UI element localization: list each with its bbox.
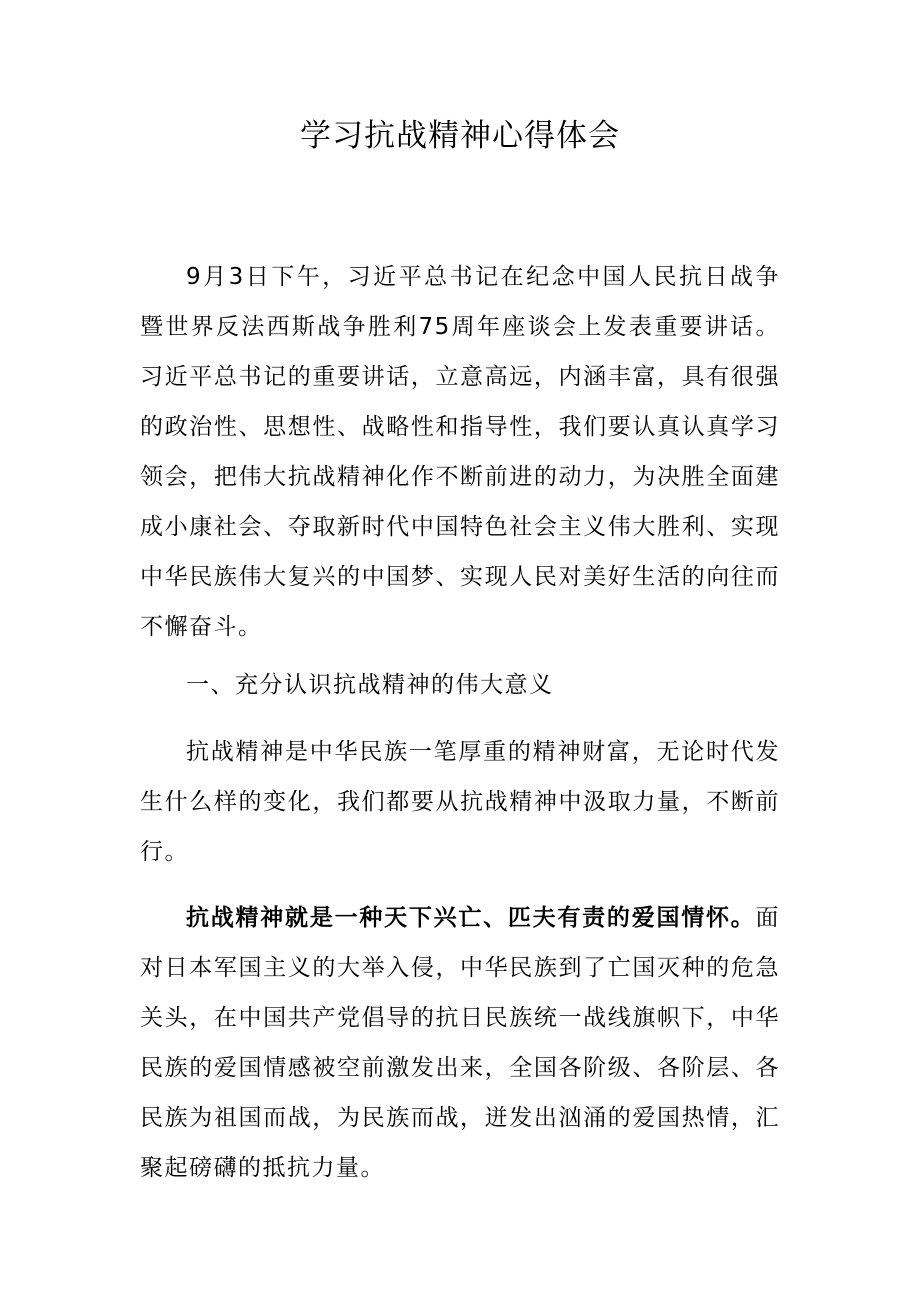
document-title: 学习抗战精神心得体会 bbox=[300, 118, 620, 154]
paragraph-intro bbox=[140, 252, 780, 652]
paragraph-patriotism-lead: 抗战精神就是一种天下兴亡、匹夫有责的爱国情怀。 bbox=[186, 905, 756, 931]
paragraph-significance-text: 抗战精神是中华民族一笔厚重的精神财富，无论时代发生什么样的变化，我们都要从抗战精神中汲取力量，不断前行。 bbox=[140, 739, 780, 865]
paragraph-intro-text: 9月3日下午，习近平总书记在纪念中国人民抗日战争暨世界反法西斯战争胜利75周年座谈会上发表重要讲话。习近平总书记的重要讲话，立意高远，内涵丰富，具有很强的政治性、思想性、战略性和指导性，我们要认真认真学习领会，把伟大抗战精神化作不断前进的动力，为决胜全面建成小康社会、夺取新时代中国特色社会主义伟大胜利、实现中华民族伟大复兴的中国梦、实现人民对美好生活的向往而不懈奋斗。 bbox=[140, 264, 780, 640]
section-heading-text: 一、充分认识抗战精神的伟大意义 bbox=[186, 672, 554, 698]
paragraph-patriotism-text: 面对日本军国主义的大举入侵，中华民族到了亡国灭种的危急关头，在中国共产党倡导的抗日民族统一战线旗帜下，中华民族的爱国情感被空前激发出来，全国各阶级、各阶层、各民族为祖国而战，为民族而战，迸发出汹涌的爱国热情，汇聚起磅礴的抵抗力量。 bbox=[140, 905, 780, 1181]
paragraph-significance bbox=[140, 727, 780, 877]
paragraph-patriotism bbox=[140, 893, 780, 1193]
section-heading bbox=[140, 660, 780, 710]
